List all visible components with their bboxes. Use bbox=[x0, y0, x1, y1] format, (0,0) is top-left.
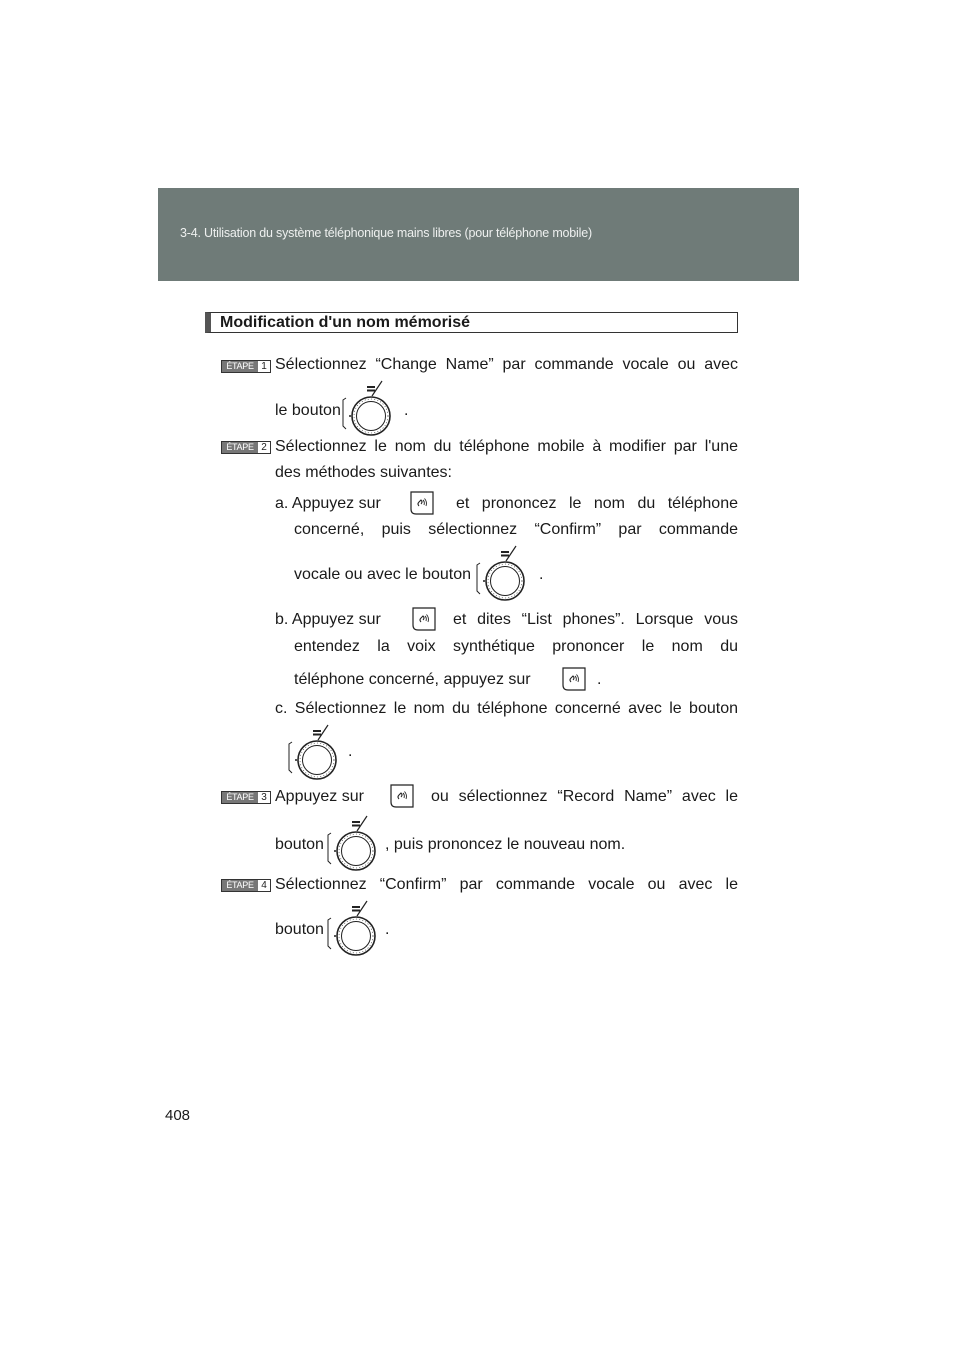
step-number: 2 bbox=[258, 442, 270, 453]
option-b-line3-before: téléphone concerné, appuyez sur bbox=[294, 671, 531, 688]
section-heading bbox=[205, 312, 738, 333]
page-number: 408 bbox=[165, 1107, 191, 1124]
option-b-line1-before: b. Appuyez sur bbox=[275, 611, 381, 628]
tune-select-knob-icon bbox=[288, 724, 340, 780]
step1-line2-before: le bouton bbox=[275, 402, 341, 419]
step-number: 3 bbox=[258, 792, 270, 803]
tune-select-knob-icon bbox=[342, 380, 394, 436]
step3-line2-before: bouton bbox=[275, 836, 324, 853]
step4-line2-after: . bbox=[385, 921, 390, 938]
step-number: 4 bbox=[258, 880, 270, 891]
option-a-line3-before: vocale ou avec le bouton bbox=[294, 566, 472, 583]
step3-line2-after: , puis prononcez le nouveau nom. bbox=[385, 836, 626, 853]
step1-line1: Sélectionnez “Change Name” par commande vocale ou avec bbox=[275, 356, 738, 373]
tune-select-knob-icon bbox=[327, 815, 379, 871]
section-title: Modification d'un nom mémorisé bbox=[220, 314, 471, 331]
option-c-line2-after: . bbox=[348, 743, 353, 760]
option-a-line3-after: . bbox=[539, 566, 544, 583]
step-number: 1 bbox=[258, 361, 270, 372]
step-badge-4 bbox=[221, 879, 271, 892]
step-badge-2 bbox=[221, 441, 271, 454]
tune-select-knob-icon bbox=[476, 545, 528, 601]
step3-line1-before: Appuyez sur bbox=[275, 788, 364, 805]
breadcrumb: 3-4. Utilisation du système téléphonique mains libres (pour téléphone mobile) bbox=[180, 226, 592, 240]
step-label: ÉTAPE bbox=[222, 361, 258, 372]
step-badge-3 bbox=[221, 791, 271, 804]
talk-switch-icon bbox=[410, 606, 438, 634]
chapter-header bbox=[158, 188, 799, 281]
step-badge-1 bbox=[221, 360, 271, 373]
talk-switch-icon bbox=[388, 783, 416, 811]
step4-line1: Sélectionnez “Confirm” par commande vocale ou avec le bbox=[275, 876, 738, 893]
option-b-line1-after: et dites “List phones”. Lorsque vous bbox=[453, 611, 738, 628]
talk-switch-icon bbox=[560, 666, 588, 694]
tune-select-knob-icon bbox=[327, 900, 379, 956]
step1-line2-after: . bbox=[404, 402, 409, 419]
option-c-line1: c. Sélectionnez le nom du téléphone concerné avec le bouton bbox=[275, 700, 738, 717]
step2-line2: des méthodes suivantes: bbox=[275, 464, 452, 481]
step3-line1-after: ou sélectionnez “Record Name” avec le bbox=[431, 788, 738, 805]
option-a-line1-before: a. Appuyez sur bbox=[275, 495, 381, 512]
step4-line2-before: bouton bbox=[275, 921, 324, 938]
step-label: ÉTAPE bbox=[222, 880, 258, 891]
talk-switch-icon bbox=[408, 490, 436, 518]
option-a-line2: concerné, puis sélectionnez “Confirm” par commande bbox=[294, 521, 738, 538]
step-label: ÉTAPE bbox=[222, 442, 258, 453]
option-a-line1-after: et prononcez le nom du téléphone bbox=[456, 495, 738, 512]
option-b-line2: entendez la voix synthétique prononcer le nom du bbox=[294, 638, 738, 655]
step2-line1: Sélectionnez le nom du téléphone mobile à modifier par l'une bbox=[275, 438, 738, 455]
option-b-line3-after: . bbox=[597, 671, 602, 688]
step-label: ÉTAPE bbox=[222, 792, 258, 803]
